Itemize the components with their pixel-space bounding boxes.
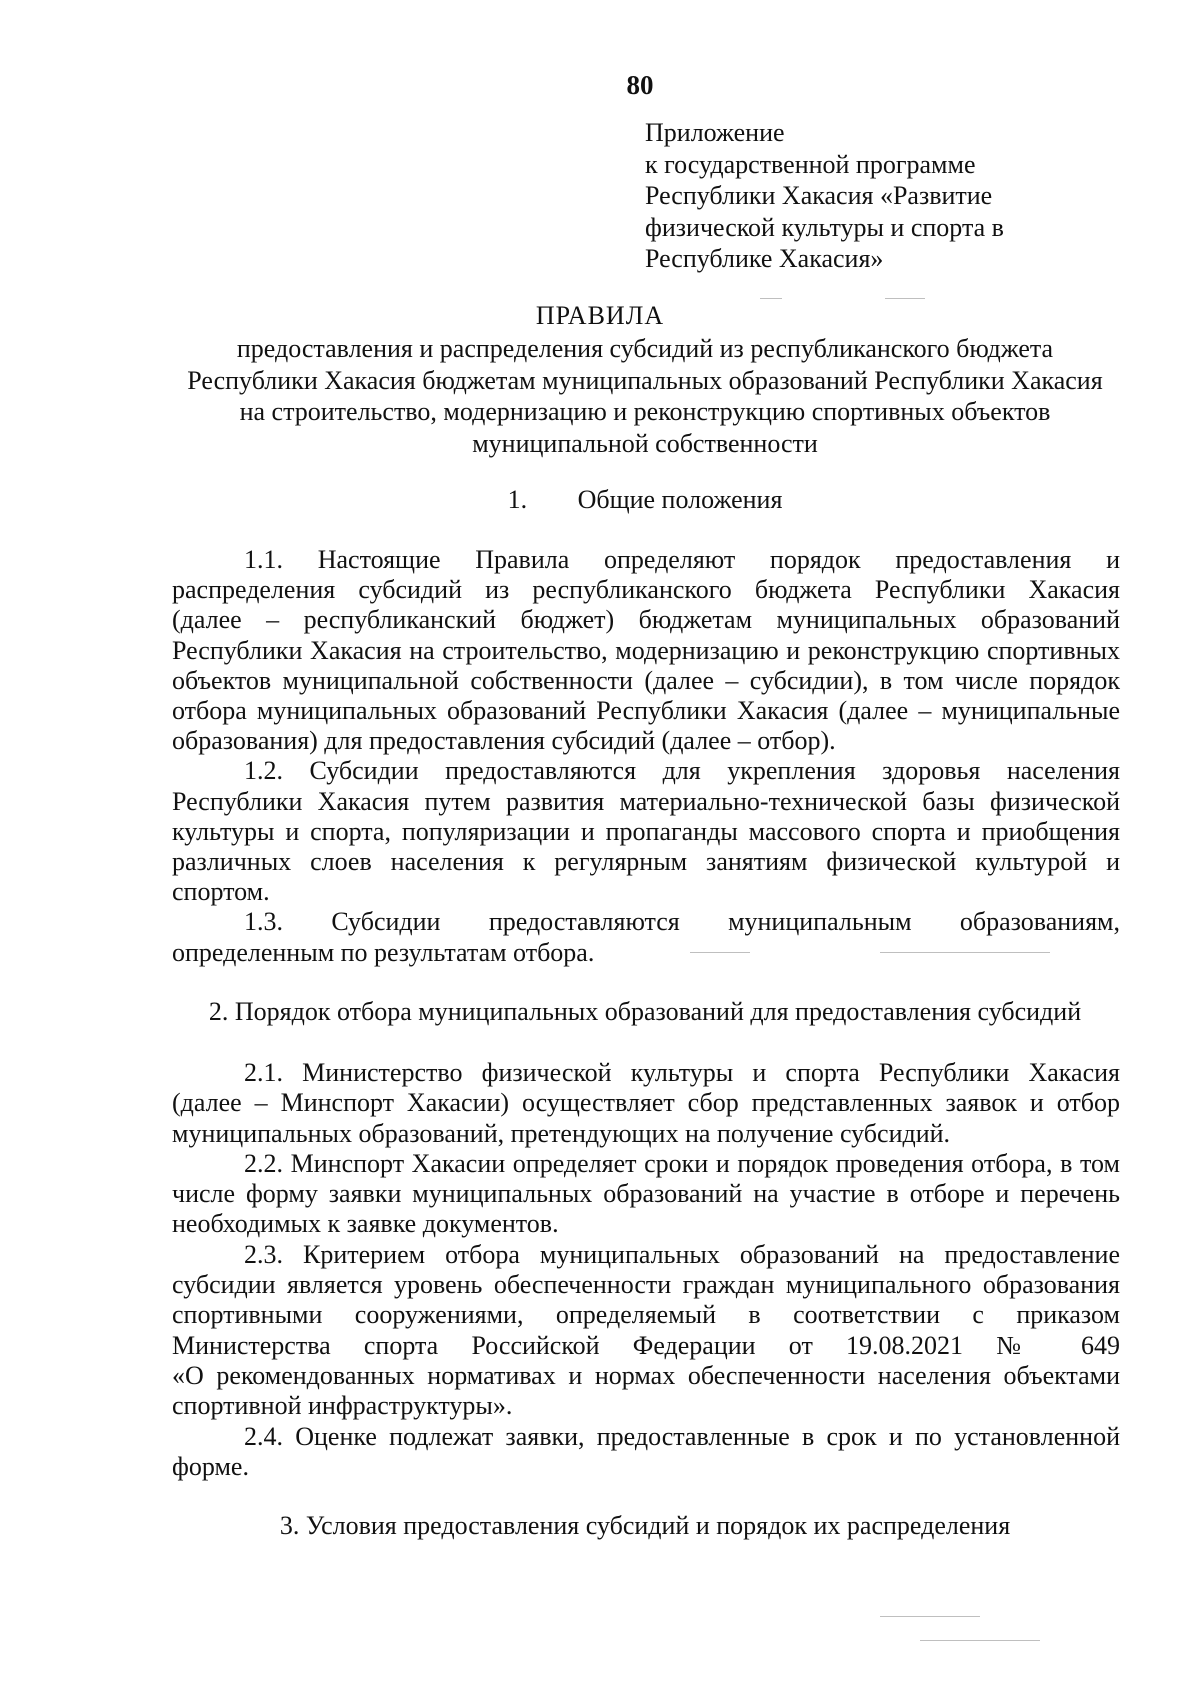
paragraph-line: необходимых к заявке документов.: [172, 1209, 559, 1239]
paragraph-line: спортивными сооружениями, определяемый в соответствии с приказом: [172, 1300, 1120, 1330]
paragraph-line: Республики Хакасия путем развития материально-технической базы физической: [172, 786, 1120, 816]
paragraph-line: культуры и спорта, популяризации и пропаганды массового спорта и приобщения: [172, 816, 1120, 846]
page-number: 80: [626, 70, 654, 100]
paragraph-line: образования) для предоставления субсидий (далее – отбор).: [172, 726, 836, 756]
document-subtitle: [170, 333, 1120, 459]
paragraph-line: спортом.: [172, 877, 270, 907]
section-3-heading: 3. Условия предоставления субсидий и порядок их распределения: [279, 1511, 1011, 1540]
paragraph-line: 1.2. Субсидии предоставляются для укрепления здоровья населения: [244, 756, 1120, 786]
paragraph-line: «О рекомендованных нормативах и нормах обеспеченности населения объектами: [172, 1360, 1120, 1390]
section-1-body: [172, 545, 1120, 968]
document-title: ПРАВИЛА: [535, 301, 665, 330]
appendix-line: к государственной программе: [645, 149, 976, 179]
scan-speck: [880, 1616, 980, 1617]
section-1-title: Общие положения: [577, 485, 783, 514]
scan-speck: [760, 298, 782, 299]
subtitle-line: муниципальной собственности: [472, 428, 818, 458]
paragraph-line: определенным по результатам отбора.: [172, 937, 595, 967]
subtitle-line: Республики Хакасия бюджетам муниципальных образований Республики Хакасия: [187, 365, 1103, 395]
subtitle-line: на строительство, модернизацию и реконструкцию спортивных объектов: [239, 397, 1051, 426]
paragraph-line: форме.: [172, 1451, 249, 1481]
section-1-number: 1.: [507, 485, 528, 514]
paragraph-line: Республики Хакасия на строительство, модернизацию и реконструкцию спортивных: [172, 635, 1120, 665]
paragraph-line: 2.4. Оценке подлежат заявки, предоставленные в срок и по установленной: [244, 1421, 1120, 1451]
appendix-line: Республики Хакасия «Развитие: [645, 181, 993, 210]
paragraph-line: 1.1. Настоящие Правила определяют порядок предоставления и: [244, 545, 1120, 574]
paragraph-line: спортивной инфраструктуры».: [172, 1391, 513, 1421]
scan-speck: [885, 298, 925, 299]
paragraph-line: 2.1. Министерство физической культуры и спорта Республики Хакасия: [244, 1058, 1120, 1087]
scan-speck: [920, 1640, 1040, 1641]
appendix-note: [645, 117, 1185, 275]
section-2-body: [172, 1058, 1120, 1482]
scan-speck: [690, 952, 750, 953]
paragraph-line: (далее – Минспорт Хакасии) осуществляет сбор представленных заявок и отбор: [172, 1088, 1120, 1118]
paragraph-line: числе форму заявки муниципальных образований на участие в отборе и перечень: [172, 1179, 1120, 1209]
paragraph-line: субсидии является уровень обеспеченности граждан муниципального образования: [172, 1270, 1120, 1300]
section-2-heading: 2. Порядок отбора муниципальных образований для предоставления субсидий: [208, 997, 1082, 1026]
appendix-line: Республике Хакасия»: [645, 244, 884, 273]
paragraph-line: 1.3. Субсидии предоставляются муниципальным образованиям,: [244, 907, 1120, 937]
paragraph-line: (далее – республиканский бюджет) бюджетам муниципальных образований: [172, 605, 1120, 635]
paragraph-line: 2.3. Критерием отбора муниципальных образований на предоставление: [244, 1239, 1120, 1269]
appendix-line: Приложение: [645, 118, 785, 147]
section-1-heading: [170, 484, 1120, 515]
paragraph-line: распределения субсидий из республиканского бюджета Республики Хакасия: [172, 575, 1120, 605]
paragraph-line: Министерства спорта Российской Федерации от 19.08.2021 № 649: [172, 1330, 1120, 1360]
subtitle-line: предоставления и распределения субсидий из республиканского бюджета: [236, 334, 1054, 363]
paragraph-line: объектов муниципальной собственности (далее – субсидии), в том числе порядок: [172, 665, 1120, 695]
paragraph-line: 2.2. Минспорт Хакасии определяет сроки и порядок проведения отбора, в том: [244, 1148, 1120, 1178]
paragraph-line: отбора муниципальных образований Республики Хакасия (далее – муниципальные: [172, 696, 1120, 726]
paragraph-line: муниципальных образований, претендующих на получение субсидий.: [172, 1118, 951, 1148]
paragraph-line: различных слоев населения к регулярным занятиям физической культурой и: [172, 847, 1120, 877]
appendix-line: физической культуры и спорта в: [645, 212, 1004, 242]
scan-speck: [880, 952, 1050, 953]
